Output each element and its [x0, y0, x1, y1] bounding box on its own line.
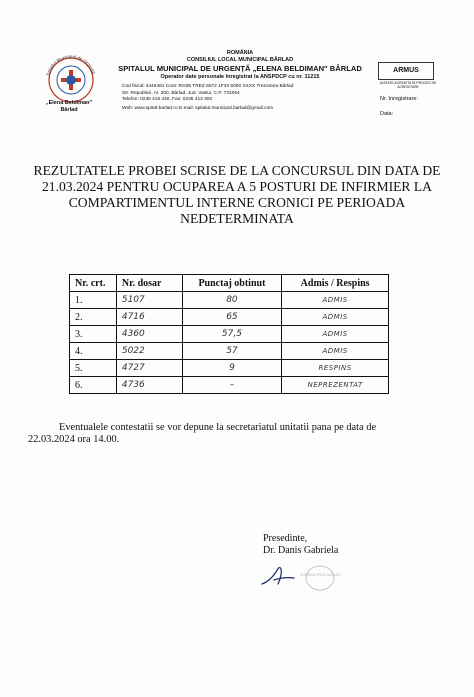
document-title: REZULTATELE PROBEI SCRISE DE LA CONCURSUL DIN DATA DE 21.03.2024 PENTRU OCUPAREA A 5 POSTURI DE INFIRMIER LA COMPARTIMENTUL INTERNE CRONICI PE PERIOADA NEDETERMINATA	[33, 163, 441, 226]
logo-label	[24, 100, 114, 114]
note-line-2: 22.03.2024 ora 14.00.	[28, 434, 120, 445]
letterhead	[110, 50, 370, 81]
table-row	[70, 326, 389, 343]
letterhead-details	[122, 84, 372, 112]
cell-result: RESPINS	[282, 360, 389, 377]
results-table	[69, 274, 389, 394]
note-line-1: Eventualele contestatii se vor depune la secretariatul unitatii pana pe data de	[59, 422, 377, 433]
accreditation-subtext: UNITATE ACREDITATĂ PROCES DE ACREDITARE	[379, 81, 437, 90]
table-row	[70, 309, 389, 326]
cell-nr-crt: 3.	[70, 326, 117, 343]
cell-punctaj: –	[182, 377, 282, 394]
logo-label-city: Bârlad	[60, 107, 78, 113]
cell-result: ADMIS	[282, 326, 389, 343]
header-admis-respins: Admis / Respins	[282, 275, 389, 292]
stamp-text: ROMÂNIA SPITAL BÂRLAD	[300, 573, 340, 577]
cell-nr-crt: 2.	[70, 309, 117, 326]
president-title: Presedinte,	[263, 533, 308, 544]
accreditation-badge: ARMUS	[378, 62, 434, 80]
header-nr-dosar: Nr. dosar	[116, 275, 182, 292]
phone-line: Telefon: 0235 416 440, Fax: 0235 413 300	[122, 97, 213, 103]
cell-punctaj: 80	[182, 292, 282, 309]
contestation-note	[28, 422, 446, 446]
cell-punctaj: 65	[182, 309, 282, 326]
date-label: Data:	[380, 111, 394, 117]
logo-ring-text: Spitalul Municipal de Urgență	[45, 53, 97, 77]
signature-icon	[258, 560, 298, 590]
cell-punctaj: 57	[182, 343, 282, 360]
fiscal-line: Cod fiscal: 4446481 Cont: RO35 TREZ 6572 1F33 5000 XXXX Trezoreria Bârlad	[122, 84, 294, 89]
cell-nr-dosar: 5022	[116, 343, 182, 360]
cell-nr-crt: 6.	[70, 377, 117, 394]
cell-result: ADMIS	[282, 309, 389, 326]
stamp-icon	[300, 564, 340, 592]
cell-punctaj: 57,5	[182, 326, 282, 343]
web-line: Web: www.spital-barlad.ro E-mail: spitalul.municipal.barlad@gmail.com	[122, 105, 274, 111]
cell-nr-dosar: 4360	[116, 326, 182, 343]
address-line: Str. Republicii, nr. 300, Bârlad, Jud. Vaslui, C.P. 731064	[122, 90, 240, 96]
cell-nr-dosar: 4736	[116, 377, 182, 394]
registration-number-label: Nr. înregistrare:	[380, 96, 418, 102]
header-punctaj: Punctaj obtinut	[182, 275, 282, 292]
cell-nr-dosar: 5107	[116, 292, 182, 309]
table-row	[70, 343, 389, 360]
cell-nr-dosar: 4727	[116, 360, 182, 377]
table-row	[70, 377, 389, 394]
cell-result: ADMIS	[282, 292, 389, 309]
cell-punctaj: 9	[182, 360, 282, 377]
header-nr-crt: Nr. crt.	[70, 275, 117, 292]
logo-label-name: „Elena Beldiman"	[45, 100, 93, 106]
table-row	[70, 360, 389, 377]
president-name: Dr. Danis Gabriela	[263, 545, 339, 556]
cell-nr-crt: 4.	[70, 343, 117, 360]
country-line: ROMÂNIA	[226, 50, 254, 56]
hospital-name: SPITALUL MUNICIPAL DE URGENȚĂ „ELENA BELDIMAN" BÂRLAD	[118, 64, 362, 73]
cell-nr-crt: 1.	[70, 292, 117, 309]
council-line: CONSILIUL LOCAL MUNICIPAL BÂRLAD	[186, 57, 294, 63]
cell-nr-dosar: 4716	[116, 309, 182, 326]
table-header-row	[70, 275, 389, 292]
operator-line: Operator date personale înregistrat la ANSPDCP cu nr. 11215	[160, 74, 320, 80]
cell-nr-crt: 5.	[70, 360, 117, 377]
cell-result: NEPREZENTAT	[282, 377, 389, 394]
cell-result: ADMIS	[282, 343, 389, 360]
president-block	[263, 533, 338, 557]
table-row	[70, 292, 389, 309]
